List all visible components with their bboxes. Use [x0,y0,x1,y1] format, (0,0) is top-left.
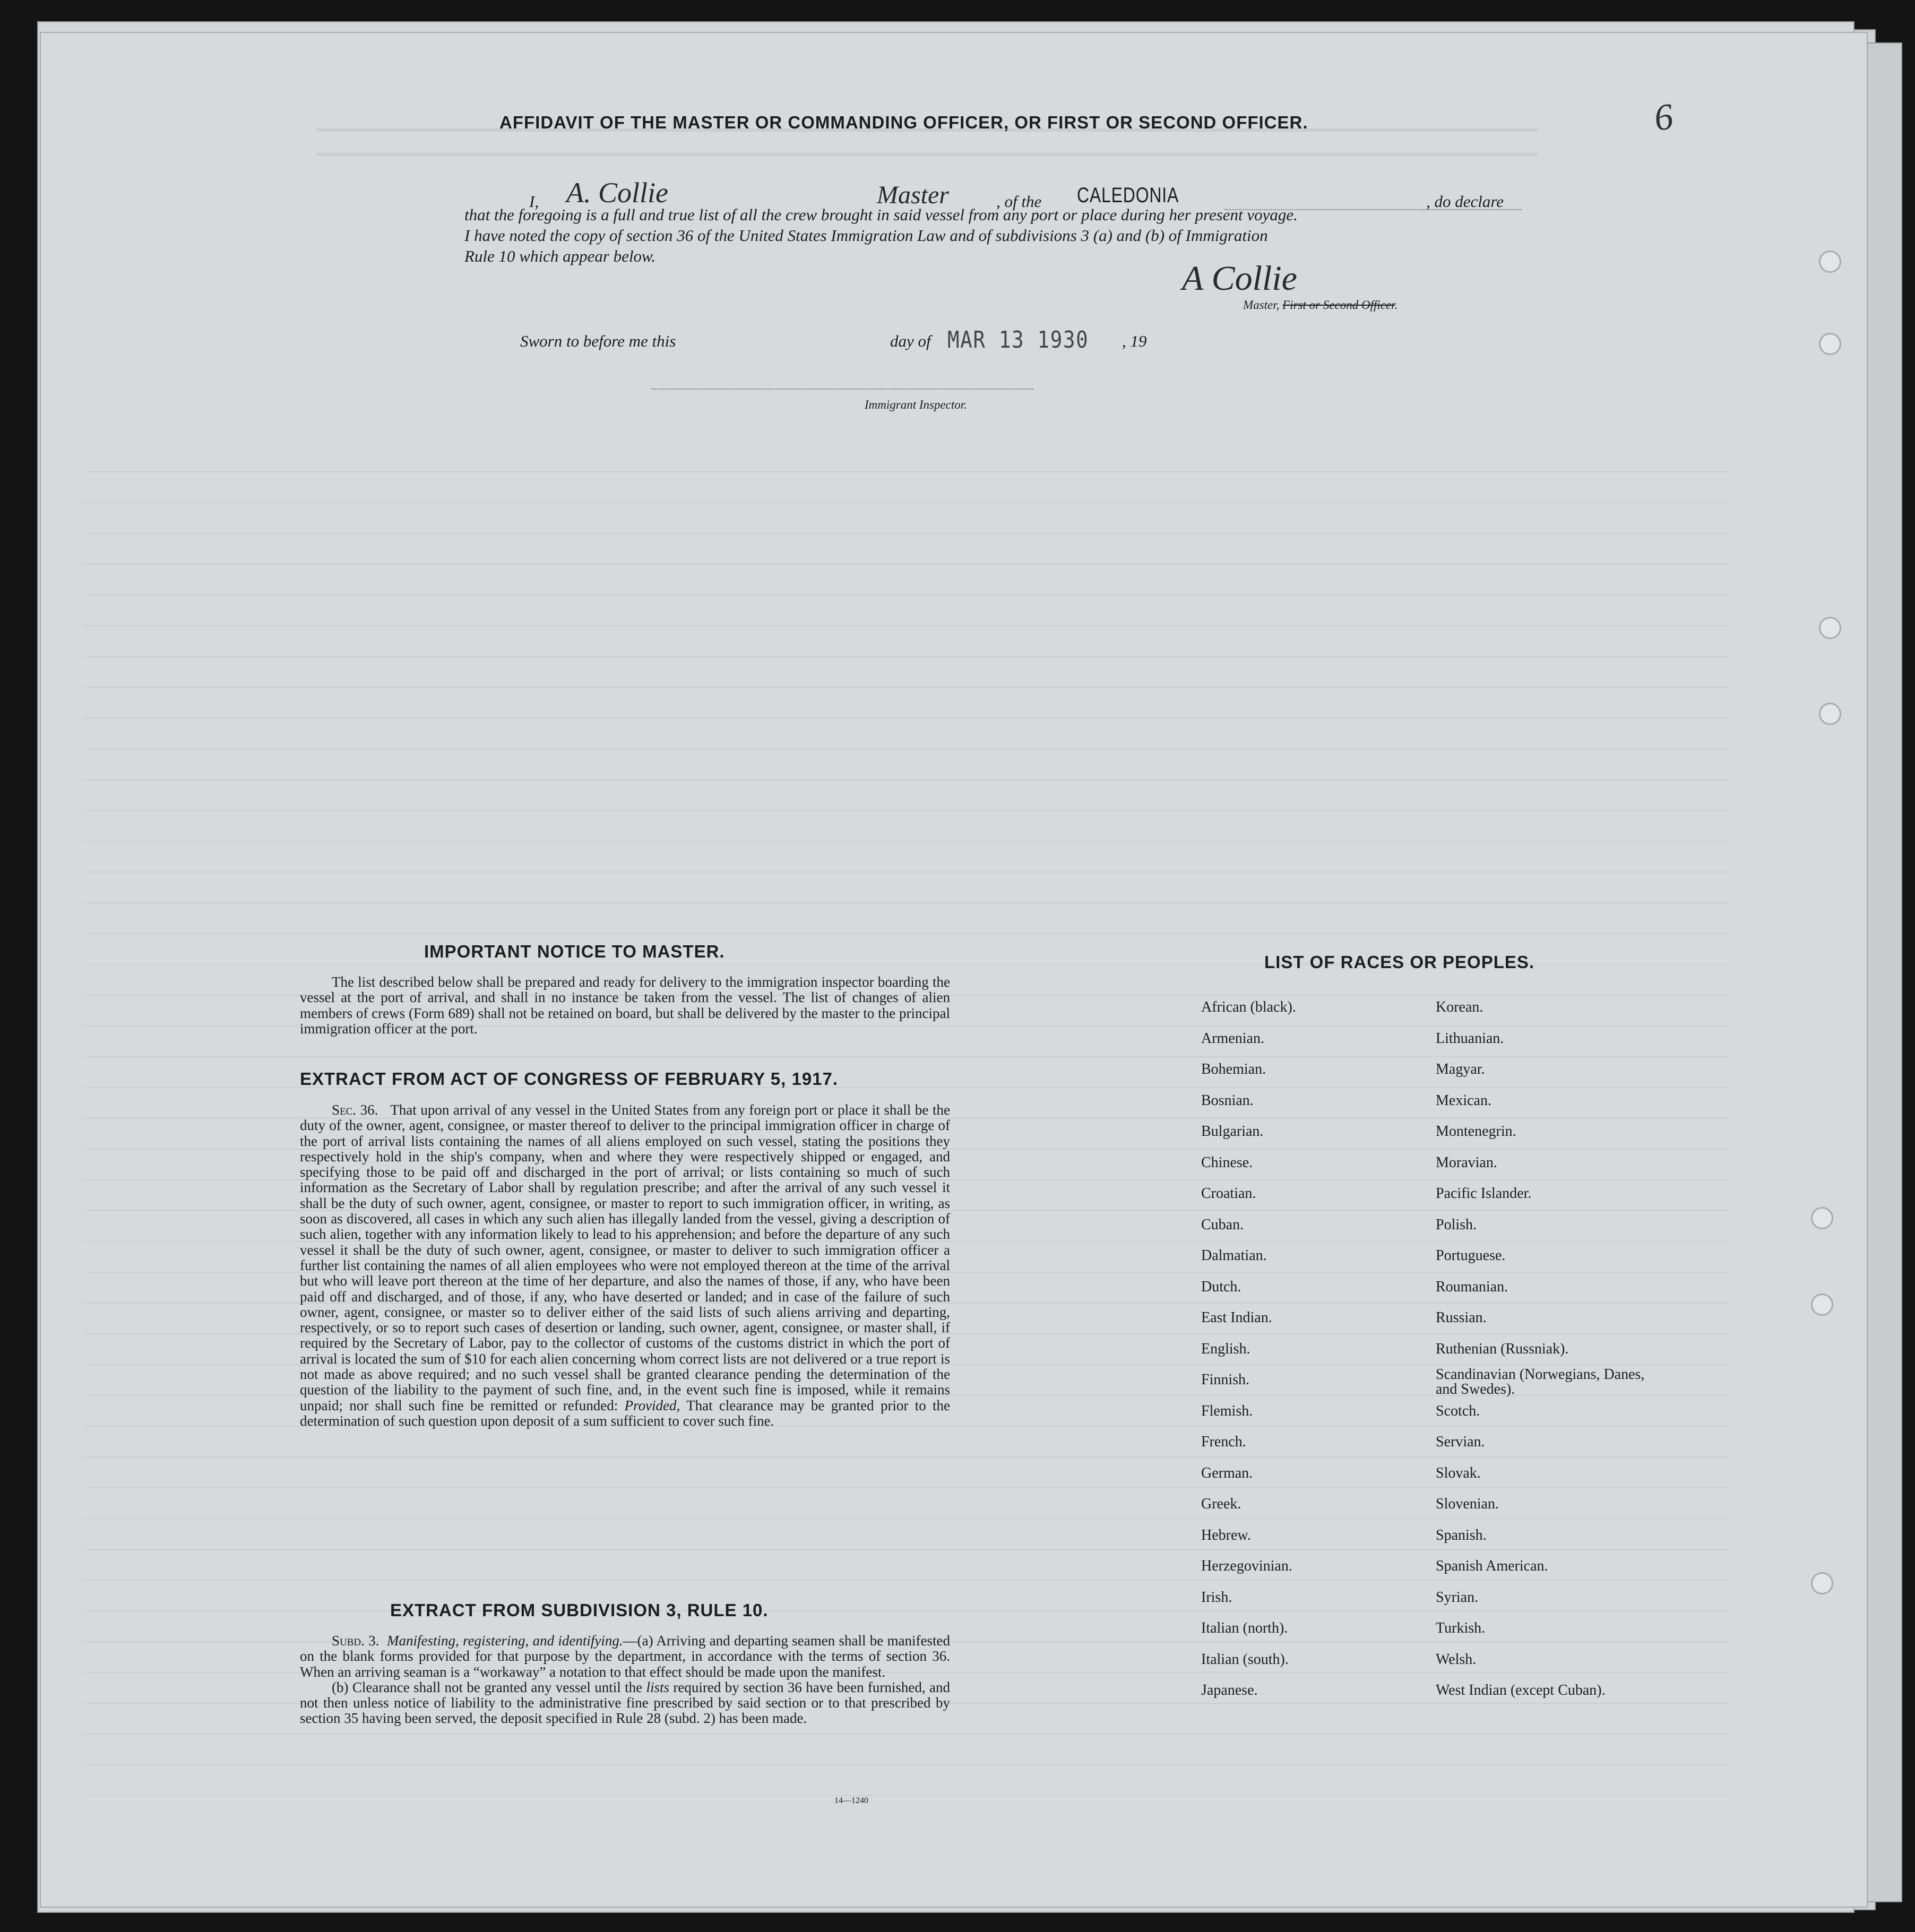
lists-word: lists [646,1679,669,1695]
race-item: Scandinavian (Norwegians, Danes, and Swedes). [1436,1366,1645,1398]
extract-act-text [300,1102,950,1429]
master-name-handwritten: A. Collie [566,177,668,209]
race-item: Russian. [1436,1309,1487,1326]
punch-hole [1811,1207,1833,1229]
rank-handwritten: Master [877,181,949,209]
race-item: Irish. [1201,1589,1232,1606]
race-item: Herzegovinian. [1201,1558,1292,1574]
race-item: Scotch. [1436,1402,1480,1419]
race-item: Finnish. [1201,1372,1250,1388]
corner-mark: 6 [1651,96,1676,140]
do-declare-label: , do declare [1426,192,1504,211]
race-item: Portuguese. [1436,1247,1506,1264]
race-item: Bosnian. [1201,1092,1254,1109]
race-item: Croatian. [1201,1185,1256,1202]
master-signature: A Collie [1182,259,1297,298]
subd-3-heading: Manifesting, registering, and identifying. [387,1633,623,1649]
punch-hole [1811,1572,1833,1594]
notice-text [300,974,950,1037]
race-item: Japanese. [1201,1682,1258,1698]
signature-caption-struck: First or Second Officer [1282,298,1395,312]
race-item: Cuban. [1201,1216,1244,1233]
race-item: Slovenian. [1436,1496,1499,1512]
race-item: Bohemian. [1201,1061,1266,1077]
extract-rule-title: EXTRACT FROM SUBDIVISION 3, RULE 10. [390,1600,769,1620]
race-item: Flemish. [1201,1402,1253,1419]
race-item: Dutch. [1201,1278,1241,1295]
affidavit-line3: I have noted the copy of section 36 of the United States Immigration Law and of subdivisions 3 (a) and (b) of Immigration [464,226,1268,245]
race-item: German. [1201,1464,1253,1481]
race-item: Syrian. [1436,1589,1479,1606]
race-item: Mexican. [1436,1092,1491,1109]
year-suffix: , 19 [1122,332,1147,350]
race-item: Ruthenian (Russniak). [1436,1340,1569,1357]
subd-3a-body: —(a) Arriving and departing seamen shall be manifested on the blank forms provided for that purpose by the department, in accordance with the terms of section 36. When an arriving seaman is a “workaway” a notation to that effect should be made upon the manifest. [300,1633,950,1680]
punch-hole [1811,1293,1833,1316]
document-page [40,32,1868,1908]
race-item: Polish. [1436,1216,1477,1233]
provided-word: Provided, [624,1397,680,1413]
subd-3b-body: required by section 36 have been furnished, and not then unless notice of liability to the administrative fine prescribed by said section or to that prescribed by section 35 having been served, the deposit specified in Rule 28 (subd. 2) has been made. [300,1679,951,1727]
vessel-name: CALEDONIA [1077,184,1179,207]
notice-paragraph: The list described below shall be prepared and ready for delivery to the immigration inspector boarding the vessel at the port of arrival, and shall in no instance be taken from the vessel. The list of changes of alien members of crews (Form 689) shall not be retained on board, but shall be delivered by the master to the principal immigration officer at the port. [300,974,950,1037]
section-36-body: That upon arrival of any vessel in the United States from any foreign port or place it shall be the duty of the owner, agent, consignee, or master thereof to deliver to the principal immigration officer in charge of the port of arrival lists containing the names of all aliens employed on such vessel, stating the positions they respectively hold in the ship's company, when and where they were respectively shipped or engaged, and specifying those to be paid off and discharged in the port of arrival; or lists containing so much of such information as the Secretary of Labor shall by regulation prescribe; and after the arrival of any such vessel it shall be the duty of such owner, agent, consignee, or master to report to such immigration officer, in writing, as soon as discovered, all cases in which any such alien has illegally landed from the vessel, giving a description of such alien, together with any information likely to lead to his apprehension; and before the departure of any such vessel it shall be the duty of such owner, agent, consignee, or master to deliver to such immigration officer a further list containing the names of all alien employees who were not employed thereon at the time of the arrival but who will leave port thereon at the time of her departure, and also the names of those, if any, who have been paid off and discharged, and of those, if any, who have deserted or landed; and in case of the failure of such owner, agent, consignee, or master so to deliver either of the said lists of such aliens arriving and departing, respectively, or so to report such cases of desertion or landing, such owner, agent, consignee, or master shall, if required by the Secretary of Labor, pay to the collector of customs of the customs district in which the port of arrival is located the sum of $10 for each alien concerning whom correct lists are not delivered or a true report is not made as above required; and no such vessel shall be granted clearance pending the determination of the question of the liability to the payment of such fine, and, in the event such fine is imposed, while it remains unpaid; nor shall such fine be remitted or refunded: [300,1102,950,1413]
extract-rule-text [300,1633,950,1727]
subd-3b-pre: (b) Clearance shall not be granted any vessel until the [332,1679,643,1695]
inspector-caption: Immigrant Inspector. [865,398,967,411]
affidavit-i: I, [529,192,539,211]
notice-title: IMPORTANT NOTICE TO MASTER. [424,942,725,961]
race-item: Welsh. [1436,1651,1477,1668]
section-36-lead: Sec. 36. [332,1102,378,1118]
subd-3-lead: Subd. 3. [332,1633,379,1649]
races-title: LIST OF RACES OR PEOPLES. [1264,952,1535,972]
race-item: French. [1201,1434,1246,1450]
race-item: Spanish. [1436,1526,1487,1543]
race-item: Chinese. [1201,1154,1253,1171]
race-item: Dalmatian. [1201,1247,1267,1264]
race-item: Korean. [1436,999,1483,1015]
race-item: African (black). [1201,999,1296,1015]
affidavit-title: AFFIDAVIT OF THE MASTER OR COMMANDING OFFICER, OR FIRST OR SECOND OFFICER. [499,113,1308,132]
race-item: Servian. [1436,1434,1485,1450]
of-the-label: , of the [996,192,1042,211]
race-item: Moravian. [1436,1154,1497,1171]
race-item: Montenegrin. [1436,1123,1516,1140]
races-right-column [1436,999,1664,1713]
subd-3a-paragraph [300,1633,950,1680]
races-left-column [1201,999,1296,1713]
race-item: Slovak. [1436,1464,1481,1481]
form-number: 14—1240 [834,1796,868,1805]
race-item: Roumanian. [1436,1278,1508,1295]
race-item: Greek. [1201,1496,1241,1512]
section-36-tail: That clearance may be granted prior to the determination of such question upon deposit of a sum sufficient to cover such fine. [300,1397,951,1429]
punch-hole [1819,617,1841,639]
punch-hole [1819,333,1841,355]
signature-caption-master: Master, [1243,298,1283,312]
race-item: East Indian. [1201,1309,1272,1326]
race-item: Pacific Islander. [1436,1185,1532,1202]
race-item: Magyar. [1436,1061,1485,1077]
date-stamp: MAR 13 1930 [947,326,1089,353]
subd-3b-paragraph [300,1680,950,1727]
day-of-label: day of [890,332,931,350]
extract-act-title: EXTRACT FROM ACT OF CONGRESS OF FEBRUARY 5, 1917. [300,1069,839,1089]
punch-hole [1819,703,1841,725]
race-item: Armenian. [1201,1030,1264,1047]
race-item: Lithuanian. [1436,1030,1504,1047]
page-stack-right-edge [1863,42,1902,1902]
affidavit-line4: Rule 10 which appear below. [464,247,656,265]
race-item: Turkish. [1436,1620,1486,1636]
punch-hole [1819,251,1841,273]
race-item: Bulgarian. [1201,1123,1264,1140]
signature-caption-end: . [1394,298,1398,312]
section-36-paragraph [300,1102,950,1429]
inspector-signature-line [651,389,1033,390]
race-item: West Indian (except Cuban). [1436,1682,1606,1698]
race-item: Italian (north). [1201,1620,1288,1636]
sworn-label: Sworn to before me this [520,332,676,350]
race-item: English. [1201,1340,1250,1357]
affidavit-line2: that the foregoing is a full and true list of all the crew brought in said vessel from any port or place during her present voyage. [464,205,1298,224]
race-item: Spanish American. [1436,1558,1548,1574]
race-item: Hebrew. [1201,1526,1251,1543]
signature-caption [1243,298,1398,312]
race-item: Italian (south). [1201,1651,1289,1668]
